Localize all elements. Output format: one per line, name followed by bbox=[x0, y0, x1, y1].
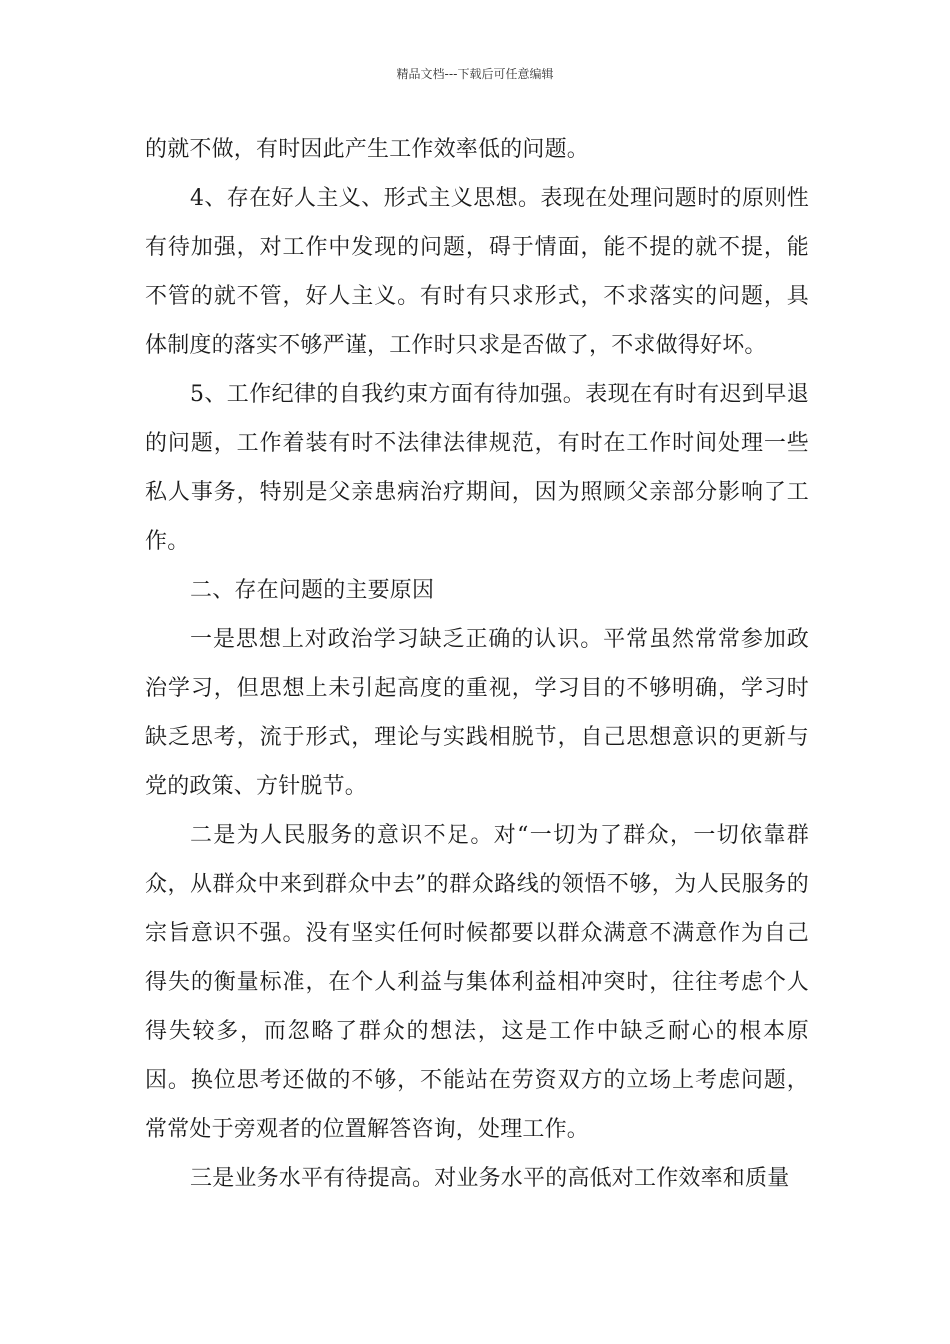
page-header: 精品文档---下载后可任意编辑 bbox=[396, 67, 554, 81]
document-body bbox=[145, 125, 809, 1203]
paragraph-reason-1: 一是思想上对政治学习缺乏正确的认识。平常虽然常常参加政治学习，但思想上未引起高度的重视，学习目的不够明确，学习时缺乏思考，流于形式，理论与实践相脱节，自己思想意识的更新与党的政策、方针脱节。 bbox=[145, 627, 809, 799]
section-heading-2: 二、存在问题的主要原因 bbox=[190, 578, 435, 603]
paragraph-reason-2: 二是为人民服务的意识不足。对“一切为了群众，一切依靠群众，从群众中来到群众中去”的群众路线的领悟不够，为人民服务的宗旨意识不强。没有坚实任何时候都要以群众满意不满意作为自己得失的衡量标准，在个人利益与集体利益相冲突时，往往考虑个人得失较多，而忽略了群众的想法，这是工作中缺乏耐心的根本原因。换位思考还做的不够，不能站在劳资双方的立场上考虑问题，常常处于旁观者的位置解答咨询，处理工作。 bbox=[145, 823, 809, 1142]
paragraph-item-5: 5、工作纪律的自我约束方面有待加强。表现在有时有迟到早退的问题，工作着装有时不法律法律规范，有时在工作时间处理一些私人事务，特别是父亲患病治疗期间，因为照顾父亲部分影响了工作。 bbox=[145, 382, 809, 554]
paragraph-reason-3: 三是业务水平有待提高。对业务水平的高低对工作效率和质量 bbox=[190, 1166, 790, 1191]
paragraph-item-4: 4、存在好人主义、形式主义思想。表现在处理问题时的原则性有待加强，对工作中发现的问题，碍于情面，能不提的就不提，能不管的就不管，好人主义。有时有只求形式，不求落实的问题，具体制度的落实不够严谨，工作时只求是否做了，不求做得好坏。 bbox=[145, 186, 809, 358]
paragraph-continuation: 的就不做，有时因此产生工作效率低的问题。 bbox=[145, 137, 590, 162]
